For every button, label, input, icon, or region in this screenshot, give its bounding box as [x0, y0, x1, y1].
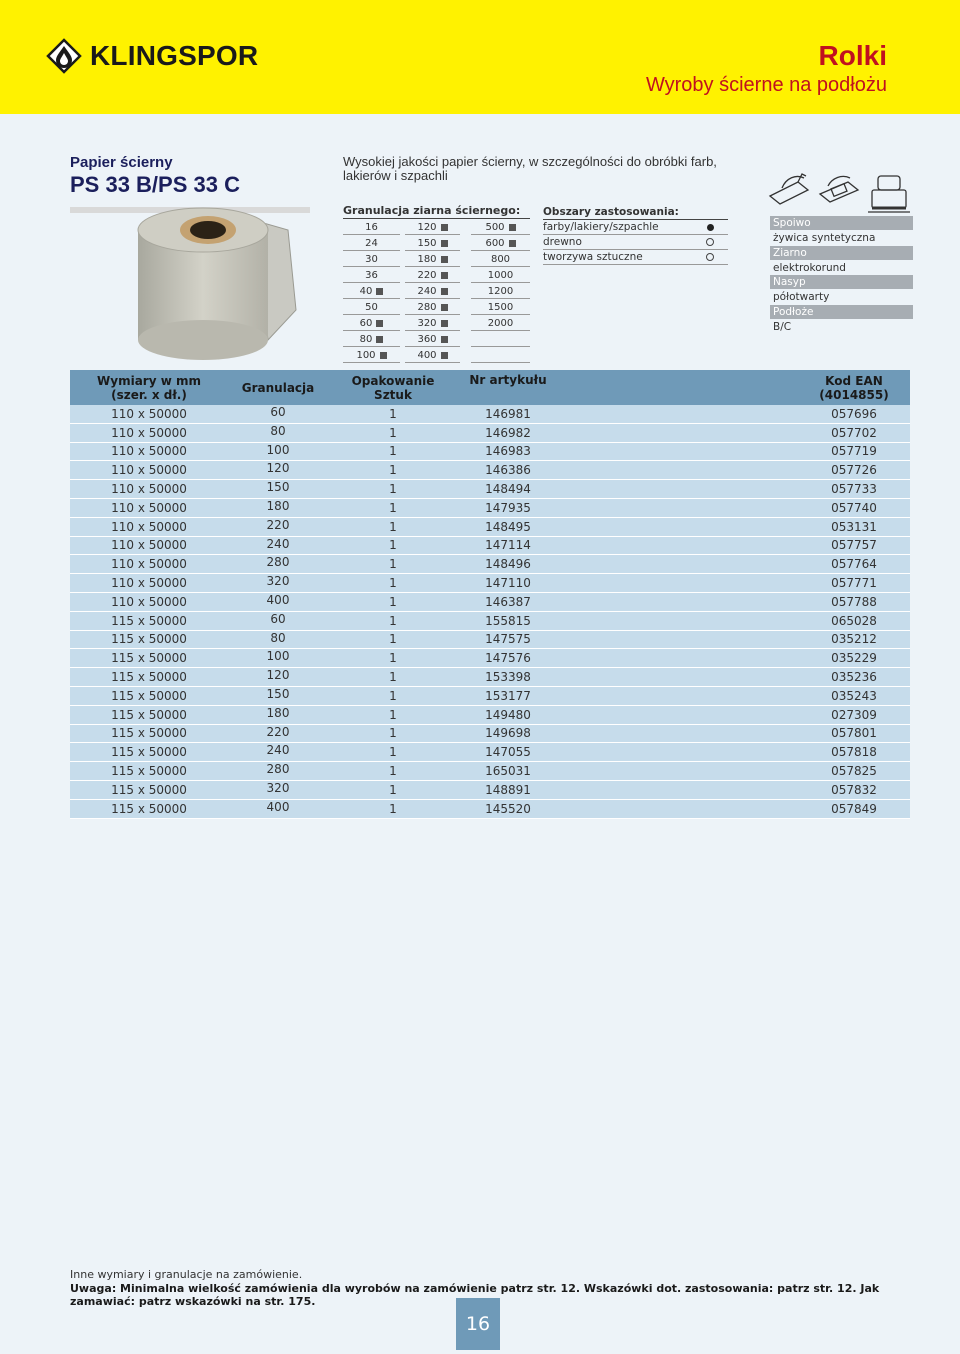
cell-dimensions: 115 x 50000: [70, 762, 228, 781]
col-header-spacer: [558, 370, 798, 405]
cell-ean: 057788: [798, 592, 910, 611]
grit-value: 180: [417, 253, 437, 265]
cell-dimensions: 115 x 50000: [70, 611, 228, 630]
grit-value: 400: [417, 349, 437, 361]
grit-cell: [471, 300, 530, 315]
grit-value: 360: [417, 333, 437, 345]
product-code: PS 33 B/PS 33 C: [70, 172, 240, 197]
cell-ean: 053131: [798, 517, 910, 536]
grit-column-3: [471, 220, 530, 364]
cell-dimensions: 110 x 50000: [70, 555, 228, 574]
cell-dimensions: 110 x 50000: [70, 461, 228, 480]
cell-spacer: [558, 686, 798, 705]
cell-ean: 035243: [798, 686, 910, 705]
grit-cell: [405, 316, 460, 331]
table-row: [70, 611, 910, 630]
application-label: drewno: [543, 236, 582, 248]
grit-value: 2000: [487, 317, 514, 329]
cell-ean: 035229: [798, 649, 910, 668]
grit-cell: [343, 300, 400, 315]
available-square-icon: [441, 320, 448, 327]
cell-article: 153398: [458, 668, 558, 687]
cell-dimensions: 115 x 50000: [70, 743, 228, 762]
grit-value: 150: [417, 237, 437, 249]
grit-value: 50: [365, 301, 378, 313]
table-row: [70, 762, 910, 781]
cell-grit: 220: [228, 724, 328, 743]
spec-header: Spoiwo: [770, 216, 913, 230]
grit-value: 600: [485, 237, 505, 249]
cell-dimensions: 110 x 50000: [70, 442, 228, 461]
cell-spacer: [558, 498, 798, 517]
cell-dimensions: 110 x 50000: [70, 405, 228, 423]
grit-column-1: [343, 220, 400, 364]
cell-article: 147110: [458, 574, 558, 593]
cell-article: 149480: [458, 705, 558, 724]
grit-value: 80: [359, 333, 373, 345]
cell-spacer: [558, 423, 798, 442]
table-row: [70, 461, 910, 480]
available-square-icon: [441, 272, 448, 279]
table-row: [70, 498, 910, 517]
cell-grit: 80: [228, 423, 328, 442]
cell-grit: 180: [228, 705, 328, 724]
grit-cell: [471, 316, 530, 331]
grit-value: 100: [356, 349, 376, 361]
cell-article: 145520: [458, 799, 558, 818]
cell-dimensions: 115 x 50000: [70, 799, 228, 818]
col-header-ean: Kod EAN (4014855): [798, 370, 910, 405]
cell-grit: 400: [228, 592, 328, 611]
table-row: [70, 480, 910, 499]
cell-spacer: [558, 762, 798, 781]
grit-value: 1000: [487, 269, 514, 281]
available-square-icon: [441, 256, 448, 263]
grit-cell: [471, 252, 530, 267]
grit-value: 30: [365, 253, 378, 265]
klingspor-logo-icon: [46, 38, 82, 74]
cell-grit: 60: [228, 611, 328, 630]
cell-pack: 1: [328, 517, 458, 536]
grit-cell: [471, 220, 530, 235]
grit-cell: [405, 220, 460, 235]
col-header-grit: Granulacja: [228, 370, 328, 405]
cell-dimensions: 110 x 50000: [70, 592, 228, 611]
cell-article: 147575: [458, 630, 558, 649]
cell-article: 146387: [458, 592, 558, 611]
available-square-icon: [441, 224, 448, 231]
cell-dimensions: 115 x 50000: [70, 780, 228, 799]
grit-value: 60: [359, 317, 373, 329]
cell-article: 165031: [458, 762, 558, 781]
grit-cell: [405, 300, 460, 315]
cell-ean: 035236: [798, 668, 910, 687]
grit-value: 40: [359, 285, 373, 297]
grit-cell: [343, 348, 400, 363]
cell-article: 147114: [458, 536, 558, 555]
cell-ean: 057696: [798, 405, 910, 423]
cell-article: 147576: [458, 649, 558, 668]
grit-cell: [471, 268, 530, 283]
cell-ean: 057726: [798, 461, 910, 480]
table-row: [70, 536, 910, 555]
spec-header: Nasyp: [770, 275, 913, 289]
product-description: Wysokiej jakości papier ścierny, w szczególności do obróbki farb, lakierów i szpachli: [343, 154, 717, 183]
table-row: [70, 423, 910, 442]
cell-dimensions: 110 x 50000: [70, 574, 228, 593]
grit-value: 36: [365, 269, 378, 281]
cell-pack: 1: [328, 480, 458, 499]
available-square-icon: [376, 336, 383, 343]
cell-article: 148891: [458, 780, 558, 799]
cell-spacer: [558, 780, 798, 799]
cell-grit: 180: [228, 498, 328, 517]
cell-spacer: [558, 480, 798, 499]
cell-article: 148495: [458, 517, 558, 536]
cell-ean: 057825: [798, 762, 910, 781]
cell-grit: 100: [228, 649, 328, 668]
cell-grit: 150: [228, 480, 328, 499]
cell-grit: 240: [228, 743, 328, 762]
spec-value: żywica syntetyczna: [773, 232, 876, 244]
cell-pack: 1: [328, 762, 458, 781]
grit-value: 280: [417, 301, 437, 313]
cell-grit: 100: [228, 442, 328, 461]
grit-cell: [343, 268, 400, 283]
cell-ean: 057733: [798, 480, 910, 499]
spec-header: Ziarno: [770, 246, 913, 260]
cell-grit: 150: [228, 686, 328, 705]
cell-article: 153177: [458, 686, 558, 705]
footer-note: Inne wymiary i granulacje na zamówienie.: [70, 1268, 303, 1281]
grit-cell: [405, 252, 460, 267]
sanding-block-icon: [820, 176, 858, 202]
cell-spacer: [558, 724, 798, 743]
cell-grit: 120: [228, 461, 328, 480]
cell-grit: 280: [228, 762, 328, 781]
cell-ean: 057719: [798, 442, 910, 461]
grit-cell: [405, 284, 460, 299]
cell-dimensions: 110 x 50000: [70, 498, 228, 517]
spec-value: B/C: [773, 320, 792, 333]
cell-dimensions: 110 x 50000: [70, 517, 228, 536]
applications-title: Obszary zastosowania:: [543, 206, 679, 218]
cell-dimensions: 115 x 50000: [70, 705, 228, 724]
cell-spacer: [558, 649, 798, 668]
cell-ean: 057832: [798, 780, 910, 799]
grit-cell: [471, 236, 530, 251]
application-row: [543, 250, 728, 265]
grit-cell: [343, 316, 400, 331]
cell-grit: 400: [228, 799, 328, 818]
table-row: [70, 649, 910, 668]
cell-article: 146386: [458, 461, 558, 480]
cell-grit: 60: [228, 405, 328, 423]
cell-grit: 220: [228, 517, 328, 536]
cell-grit: 280: [228, 555, 328, 574]
cell-spacer: [558, 405, 798, 423]
cell-pack: 1: [328, 724, 458, 743]
cell-pack: 1: [328, 555, 458, 574]
brand-logo: [46, 38, 258, 74]
empty-circle-icon: [706, 253, 714, 261]
cell-pack: 1: [328, 498, 458, 517]
grit-cell: [405, 236, 460, 251]
available-square-icon: [509, 224, 516, 231]
cell-dimensions: 110 x 50000: [70, 536, 228, 555]
cell-spacer: [558, 461, 798, 480]
cell-dimensions: 110 x 50000: [70, 423, 228, 442]
cell-ean: 057801: [798, 724, 910, 743]
available-square-icon: [376, 320, 383, 327]
application-label: farby/lakiery/szpachle: [543, 221, 659, 233]
table-row: [70, 442, 910, 461]
cell-dimensions: 115 x 50000: [70, 724, 228, 743]
grit-column-2: [405, 220, 460, 364]
grit-divider: [343, 218, 530, 219]
page-header: [0, 0, 960, 114]
footer-warning: Uwaga: Minimalna wielkość zamówienia dla wyrobów na zamówienie patrz str. 12. Wskazówki dot. zastosowania: patrz str. 12. Jak zamawiać: patrz wskazówki na str. 175.: [70, 1282, 880, 1308]
grit-value: 1200: [487, 285, 514, 297]
cell-spacer: [558, 668, 798, 687]
cell-spacer: [558, 705, 798, 724]
spec-header: Podłoże: [770, 305, 913, 319]
col-header-pack: Opakowanie Sztuk: [328, 370, 458, 405]
grit-value: 24: [365, 237, 378, 249]
cell-grit: 80: [228, 630, 328, 649]
cell-article: 148496: [458, 555, 558, 574]
table-row: [70, 743, 910, 762]
page-title: Rolki: [818, 40, 887, 71]
table-row: [70, 724, 910, 743]
available-square-icon: [509, 240, 516, 247]
grit-value: 16: [365, 221, 378, 233]
grit-value: 220: [417, 269, 437, 281]
available-square-icon: [376, 288, 383, 295]
table-row: [70, 705, 910, 724]
cell-pack: 1: [328, 668, 458, 687]
spec-value: elektrokorund: [773, 261, 846, 274]
brand-name: KLINGSPOR: [90, 40, 259, 71]
cell-pack: 1: [328, 405, 458, 423]
cell-pack: 1: [328, 536, 458, 555]
cell-pack: 1: [328, 611, 458, 630]
orbital-sander-icon: [868, 176, 910, 212]
available-square-icon: [441, 336, 448, 343]
grit-cell: [471, 348, 530, 363]
application-row: [543, 220, 728, 235]
cell-spacer: [558, 743, 798, 762]
cell-spacer: [558, 555, 798, 574]
cell-spacer: [558, 517, 798, 536]
product-table: [70, 370, 910, 819]
cell-grit: 320: [228, 780, 328, 799]
filled-circle-icon: [707, 224, 714, 231]
cell-ean: 065028: [798, 611, 910, 630]
cell-spacer: [558, 611, 798, 630]
grit-cell: [471, 332, 530, 347]
cell-dimensions: 110 x 50000: [70, 480, 228, 499]
grit-value: 240: [417, 285, 437, 297]
cell-grit: 240: [228, 536, 328, 555]
table-row: [70, 668, 910, 687]
cell-ean: 057764: [798, 555, 910, 574]
application-label: tworzywa sztuczne: [543, 251, 643, 263]
grit-value: 120: [417, 221, 437, 233]
grit-value: 800: [490, 253, 511, 265]
cell-article: 149698: [458, 724, 558, 743]
cell-ean: 057740: [798, 498, 910, 517]
cell-pack: 1: [328, 705, 458, 724]
cell-article: 148494: [458, 480, 558, 499]
available-square-icon: [380, 352, 387, 359]
grit-cell: [343, 252, 400, 267]
grit-cell: [343, 284, 400, 299]
page-subtitle: Wyroby ścierne na podłożu: [645, 74, 887, 96]
cell-spacer: [558, 630, 798, 649]
available-square-icon: [441, 352, 448, 359]
cell-dimensions: 115 x 50000: [70, 686, 228, 705]
col-header-article: Nr artykułu: [458, 370, 558, 405]
available-square-icon: [441, 288, 448, 295]
available-square-icon: [441, 240, 448, 247]
grit-value: 500: [485, 221, 505, 233]
cell-dimensions: 115 x 50000: [70, 630, 228, 649]
grit-cell: [471, 284, 530, 299]
cell-pack: 1: [328, 423, 458, 442]
cell-spacer: [558, 442, 798, 461]
cell-article: 146983: [458, 442, 558, 461]
table-row: [70, 555, 910, 574]
grit-cell: [343, 332, 400, 347]
cell-spacer: [558, 536, 798, 555]
application-icons: [768, 168, 913, 216]
table-row: [70, 574, 910, 593]
cell-dimensions: 115 x 50000: [70, 649, 228, 668]
cell-pack: 1: [328, 799, 458, 818]
cell-pack: 1: [328, 780, 458, 799]
grit-cell: [343, 236, 400, 251]
col-header-dimensions: Wymiary w mm (szer. x dł.): [70, 370, 228, 405]
cell-ean: 057771: [798, 574, 910, 593]
cell-pack: 1: [328, 442, 458, 461]
spec-value: półotwarty: [773, 291, 830, 303]
cell-pack: 1: [328, 743, 458, 762]
available-square-icon: [441, 304, 448, 311]
empty-circle-icon: [706, 238, 714, 246]
sandpaper-roll-image: [128, 200, 308, 360]
table-row: [70, 405, 910, 423]
page-number: 16: [456, 1298, 500, 1350]
grit-cell: [405, 348, 460, 363]
cell-ean: 057702: [798, 423, 910, 442]
grit-cell: [343, 220, 400, 235]
grit-value: 1500: [487, 301, 514, 313]
cell-ean: 027309: [798, 705, 910, 724]
hand-sanding-icon: [770, 174, 808, 204]
table-row: [70, 517, 910, 536]
cell-ean: 035212: [798, 630, 910, 649]
cell-pack: 1: [328, 574, 458, 593]
grit-value: 320: [417, 317, 437, 329]
grit-cell: [405, 332, 460, 347]
cell-article: 146981: [458, 405, 558, 423]
cell-ean: 057849: [798, 799, 910, 818]
cell-spacer: [558, 799, 798, 818]
cell-spacer: [558, 592, 798, 611]
table-row: [70, 780, 910, 799]
table-row: [70, 630, 910, 649]
application-row: [543, 235, 728, 250]
cell-grit: 120: [228, 668, 328, 687]
cell-pack: 1: [328, 461, 458, 480]
table-row: [70, 686, 910, 705]
grit-cell: [405, 268, 460, 283]
cell-dimensions: 115 x 50000: [70, 668, 228, 687]
cell-ean: 057757: [798, 536, 910, 555]
cell-article: 146982: [458, 423, 558, 442]
grit-title: Granulacja ziarna ściernego:: [343, 204, 521, 217]
cell-pack: 1: [328, 592, 458, 611]
cell-grit: 320: [228, 574, 328, 593]
cell-article: 155815: [458, 611, 558, 630]
cell-pack: 1: [328, 630, 458, 649]
cell-article: 147935: [458, 498, 558, 517]
table-row: [70, 592, 910, 611]
table-row: [70, 799, 910, 818]
cell-spacer: [558, 574, 798, 593]
product-name: Papier ścierny: [70, 154, 173, 171]
cell-pack: 1: [328, 649, 458, 668]
cell-pack: 1: [328, 686, 458, 705]
cell-ean: 057818: [798, 743, 910, 762]
cell-article: 147055: [458, 743, 558, 762]
